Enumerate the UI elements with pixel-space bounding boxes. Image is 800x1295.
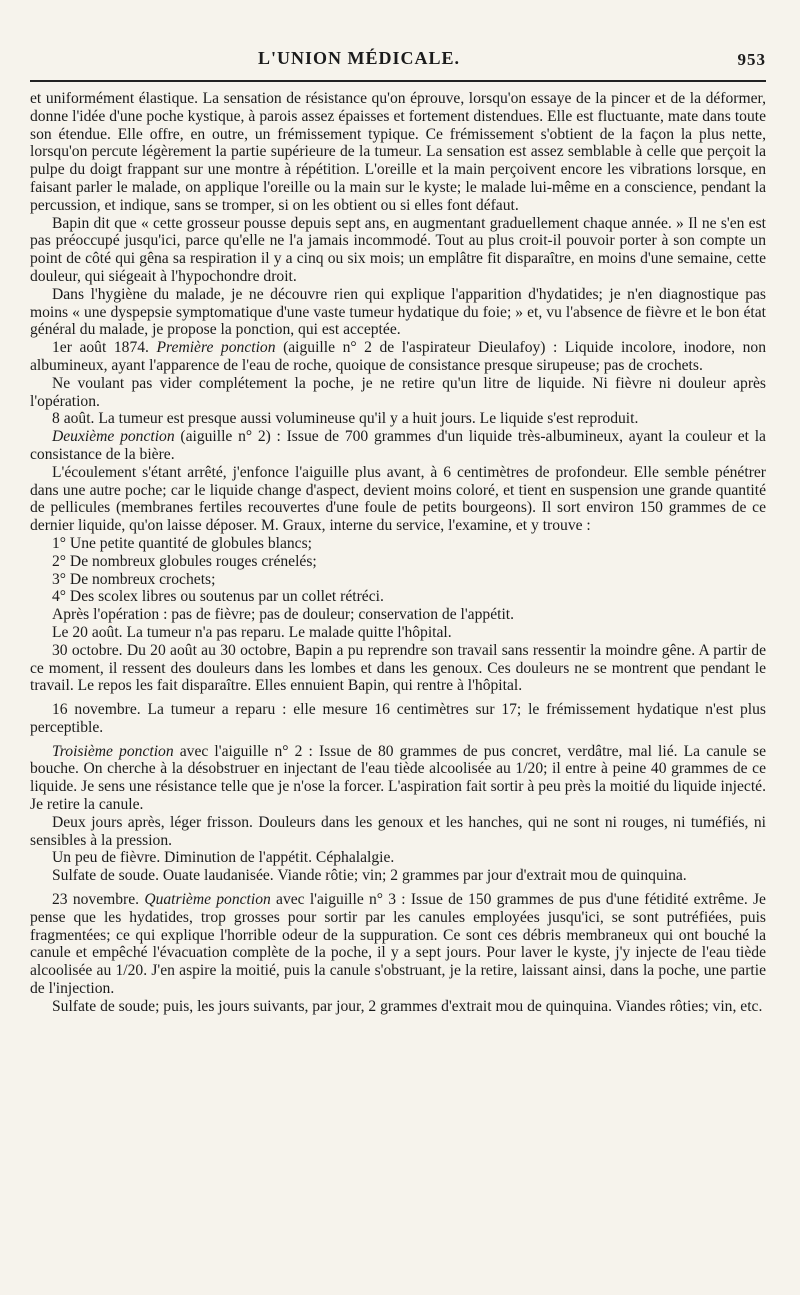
ponction-4 xyxy=(30,891,766,998)
ponction-1-date: 1er août 1874. xyxy=(52,339,149,357)
paragraph: Dans l'hygiène du malade, je ne découvre rien qui explique l'apparition d'hydatides; je n'en diagnostique pas moins « une dyspepsie symptomatique d'une vaste tumeur hydatique du foie; » et, vu l'absence de fièvre et le bon état général du malade, je propose la ponction, qui est acceptée. xyxy=(30,285,766,339)
page-header xyxy=(30,40,766,70)
paragraph: 30 octobre. Du 20 août au 30 octobre, Bapin a pu reprendre son travail sans ressentir la moindre gêne. A partir de ce moment, il ressent des douleurs dans les lombes et dans les genoux. Ces douleurs ne se montrent que pendant le travail. Le repos les fait disparaître. Elles ennuient Bapin, qui rentre à l'hôpital. xyxy=(30,641,766,695)
ponction-4-date: 23 novembre. xyxy=(52,891,140,909)
paragraph: Deux jours après, léger frisson. Douleurs dans les genoux et les hanches, qui ne sont ni rouges, ni tuméfiés, ni sensibles à la pression. xyxy=(30,813,766,849)
paragraph: et uniformément élastique. La sensation de résistance qu'on éprouve, lorsqu'on essaye de la pincer et de la déformer, donne l'idée d'une poche kystique, à parois assez épaisses et fortement distendues. Elle est fluctuante, mate dans toute son étendue. Elle offre, en outre, un frémissement typique. Ce frémissement s'obtient de la façon la plus nette, lorsqu'on percute légèrement la partie supérieure de la tumeur. La sensation est assez semblable à celle que perçoit la pulpe du doigt frappant sur une montre à répétition. L'oreille et la main perçoivent encore les vibrations lorsque, en faisant parler le malade, on applique l'oreille ou la main sur le kyste; le malade lui-même en a conscience, pendant la percussion, et indique, sans se tromper, si on les obtient ou si elles font défaut. xyxy=(30,90,766,214)
paragraph: L'écoulement s'étant arrêté, j'enfonce l'aiguille plus avant, à 6 centimètres de profondeur. Elle semble pénétrer dans une autre poche; car le liquide change d'aspect, devient moins coloré, et tient en suspension une grande quantité de pellicules (membranes fertiles recouvertes d'une foule de petits bourgeons). Il sort environ 150 grammes de ce dernier liquide, qu'on laisse déposer. M. Graux, interne du service, l'examine, et y trouve : xyxy=(30,463,766,535)
ponction-4-title: Quatrième ponction xyxy=(144,891,271,909)
ponction-2-text: (aiguille n° 2) : Issue de 700 grammes d'un liquide très-albumineux, ayant la couleur et la consistance de la bière. xyxy=(30,428,766,463)
paragraph: Le 20 août. La tumeur n'a pas reparu. Le malade quitte l'hôpital. xyxy=(52,623,452,641)
paragraph: Un peu de fièvre. Diminution de l'appétit. Céphalalgie. xyxy=(52,849,395,867)
findings-list xyxy=(30,535,766,606)
finding-item: 3° De nombreux crochets; xyxy=(52,570,216,588)
ponction-1-text: (aiguille n° 2 de l'aspirateur Dieulafoy) : Liquide incolore, inodore, non albumineux, ayant l'apparence de l'eau de roche, quoique de consistance presque sirupeuse; pas de crochets. xyxy=(30,339,766,374)
paragraph: Bapin dit que « cette grosseur pousse depuis sept ans, en augmentant graduellement chaque année. » Il ne s'en est pas préoccupé jusqu'ici, parce qu'elle ne l'a jamais incommodé. Tout au plus croit-il pouvoir porter à son compte un point de côté qui gêna sa respiration il y a cinq ou six mois; un emplâtre fit disparaître, en moins d'une semaine, cette douleur, qui siégeait à l'hypochondre droit. xyxy=(30,214,766,285)
ponction-3-title: Troisième ponction xyxy=(52,742,174,760)
ponction-3-text: avec l'aiguille n° 2 : Issue de 80 grammes de pus concret, verdâtre, mal lié. La canule se bouche. On cherche à la désobstruer en injectant de l'eau tiède alcoolisée au 1/20; il entre à peine 40 grammes de ce liquide. Je sens une résistance telle que je n'ose la forcer. L'aspiration fait sortir à peu près la moitié du liquide injecté. Je retire la canule. xyxy=(30,742,766,814)
finding-item: 4° Des scolex libres ou soutenus par un collet rétréci. xyxy=(52,588,384,606)
paragraph: Après l'opération : pas de fièvre; pas de douleur; conservation de l'appétit. xyxy=(52,606,515,624)
finding-item: 1° Une petite quantité de globules blancs; xyxy=(52,534,312,552)
paragraph: Ne voulant pas vider complétement la poche, je ne retire qu'un litre de liquide. Ni fièvre ni douleur après l'opération. xyxy=(30,374,766,410)
paragraph: Sulfate de soude. Ouate laudanisée. Viande rôtie; vin; 2 grammes par jour d'extrait mou de quinquina. xyxy=(52,867,687,885)
finding-item: 2° De nombreux globules rouges crénelés; xyxy=(52,552,317,570)
header-rule xyxy=(30,80,766,82)
page-number: 953 xyxy=(737,50,766,69)
ponction-2-title: Deuxième ponction xyxy=(52,428,175,446)
ponction-1 xyxy=(30,339,766,375)
ponction-1-title: Première ponction xyxy=(156,339,276,357)
ponction-3 xyxy=(30,743,766,814)
paragraph: 8 août. La tumeur est presque aussi volumineuse qu'il y a huit jours. Le liquide s'est reproduit. xyxy=(52,410,639,428)
running-title: L'UNION MÉDICALE. xyxy=(258,48,461,68)
ponction-4-text: avec l'aiguille n° 3 : Issue de 150 grammes de pus d'une fétidité extrême. Je pense que les hydatides, trop grosses pour sortir par les canules employées jusqu'ici, se sont putréfiées, puis fragmentées; ce qui explique l'horrible odeur de la suppuration. Ce sont ces débris membraneux qui ont bouché la canule et empêché l'évacuation complète de la poche, il y a sept jours. Pour laver le kyste, j'y injecte de l'eau tiède alcoolisée au 1/20. J'en aspire la moitié, puis la canule s'obstruant, je la retire, laissant ainsi, dans la poche, une partie de l'injection. xyxy=(30,891,766,998)
paragraph: 16 novembre. La tumeur a reparu : elle mesure 16 centimètres sur 17; le frémissement hydatique n'est plus perceptible. xyxy=(30,701,766,736)
ponction-2 xyxy=(30,428,766,464)
article-body xyxy=(30,90,766,1016)
paragraph: Sulfate de soude; puis, les jours suivants, par jour, 2 grammes d'extrait mou de quinquina. Viandes rôties; vin, etc. xyxy=(52,997,763,1015)
